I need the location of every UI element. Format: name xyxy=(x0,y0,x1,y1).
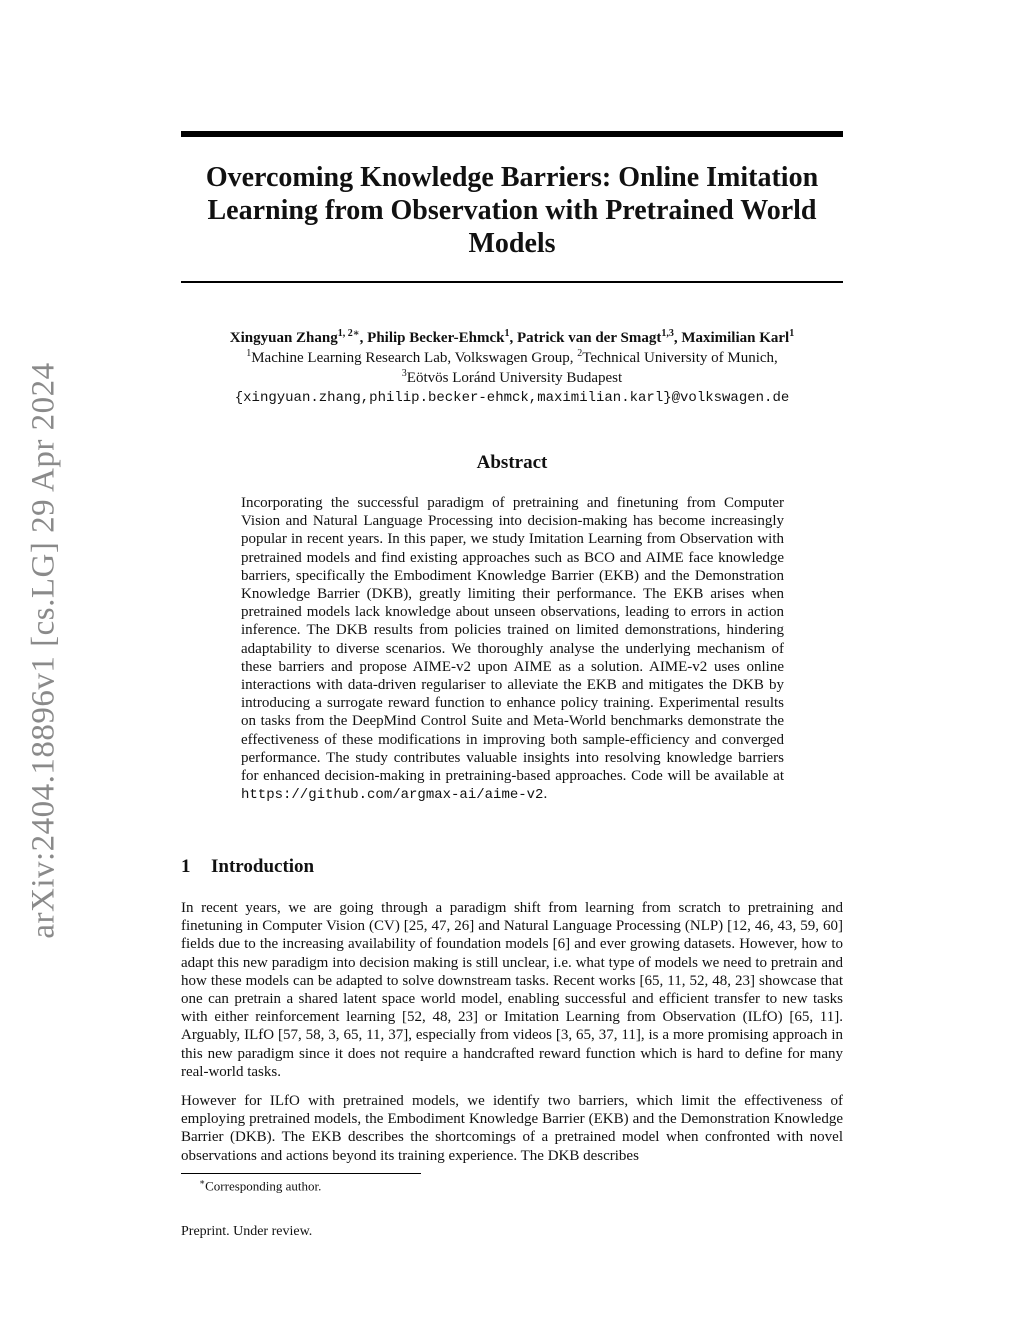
author-name: Xingyuan Zhang xyxy=(229,330,338,346)
author-name: Philip Becker-Ehmck xyxy=(367,330,505,346)
section-number: 1 xyxy=(181,856,191,877)
affiliation-1: Machine Learning Research Lab, Volkswagen Group, xyxy=(251,350,578,366)
footnote xyxy=(199,1177,321,1194)
author-affiliation-mark: 1,3 xyxy=(661,328,674,339)
author-affiliation-mark: 1 xyxy=(504,328,510,339)
code-link[interactable]: https://github.com/argmax-ai/aime-v2 xyxy=(241,787,544,804)
author-affiliation-mark: 1, 2∗ xyxy=(337,328,360,339)
author-affiliation-mark: 1 xyxy=(789,328,795,339)
author-names: Xingyuan Zhang$^{1, 2∗}$, Philip Becker-Ehmck$^1$, Patrick van der Smagt$^{1,3}$, Maximilian Karl$^1$ xyxy=(229,328,795,346)
footnote-mark: ∗ xyxy=(199,1177,206,1187)
footnote-rule xyxy=(181,1173,421,1174)
title-top-rule xyxy=(181,131,843,137)
abstract-end: . xyxy=(543,786,548,803)
author-emails: {xingyuan.zhang,philip.becker-ehmck,maximilian.karl}@volkswagen.de xyxy=(234,390,790,406)
arxiv-id-text: arXiv:2404.18896v1 [cs.LG] 29 Apr 2024 xyxy=(25,361,62,939)
abstract-heading: Abstract xyxy=(476,452,548,473)
author-block xyxy=(150,328,874,408)
abstract-text: Incorporating the successful paradigm of pretraining and finetuning from Computer Vision and Natural Language Processing into decision-making has become increasingly popular in recent years. In this paper, we study Imitation Learning from Observation with pretrained models and find existing approaches such as BCO and AIME face knowledge barriers, specifically the Embodiment Knowledge Barrier (EKB) and the Demonstration Knowledge Barrier (DKB), greatly limiting their performance. The EKB arises when pretrained models lack knowledge about unseen observations, leading to errors in action inference. The DKB results from policies trained on limited demonstrations, hindering adaptability to diverse scenarios. We thoroughly analyse the underlying mechanism of these barriers and propose AIME-v2 upon AIME as a solution. AIME-v2 uses online interactions with data-driven regulariser to alleviate the EKB and mitigates the DKB by introducing a surrogate reward function to enhance policy training. Experimental results on tasks from the DeepMind Control Suite and Meta-World benchmarks demonstrate the effectiveness of these modifications in improving both sample-efficiency and converged performance. The study contributes valuable insights into resolving knowledge barriers for enhanced decision-making in pretraining-based approaches. Code will be available at xyxy=(241,495,784,785)
abstract-body xyxy=(241,494,784,804)
paper-title: Overcoming Knowledge Barriers: Online Imitation Learning from Observation with Pretrained World Models xyxy=(205,162,819,259)
author-name: Patrick van der Smagt xyxy=(517,330,662,346)
affiliation-line-2 xyxy=(150,368,874,388)
author-name: Maximilian Karl xyxy=(681,330,790,346)
affiliation-mark: 2 xyxy=(577,348,583,359)
intro-paragraph-2: However for ILfO with pretrained models, we identify two barriers, which limit the effectiveness of employing pretrained models, the Embodiment Knowledge Barrier (EKB) and the Demonstration Knowledge Barrier (DKB). The EKB describes the shortcomings of a pretrained model when confronted with novel observations and actions beyond its training experience. The DKB describes xyxy=(181,1093,843,1164)
section-heading-introduction xyxy=(181,856,314,878)
arxiv-identifier xyxy=(8,355,80,945)
affiliation-mark: 3 xyxy=(401,368,407,379)
intro-paragraph-1: In recent years, we are going through a paradigm shift from learning from scratch to pretraining and finetuning in Computer Vision (CV) [25, 47, 26] and Natural Language Processing (NLP) [12, 46, 43, 59, 60] fields due to the increasing availability of foundation models [6] and ever growing datasets. However, how to adapt this new paradigm into decision making is still unclear, i.e. what type of models we need to pretrain and how these models can be adapted to solve downstream tasks. Recent works [65, 11, 52, 48, 23] showcase that one can pretrain a shared latent space world model, enabling successful and efficient transfer to new tasks with either reinforcement learning [52, 48, 23] or Imitation Learning from Observation (ILfO) [65, 11]. Arguably, ILfO [57, 58, 3, 65, 11, 37], especially from videos [3, 65, 37, 11], is a more promising approach in this new paradigm since it does not require a handcrafted reward function which is hard to define for many real-world tasks. xyxy=(181,900,843,1080)
preprint-note: Preprint. Under review. xyxy=(181,1224,313,1239)
affiliation-2: Technical University of Munich, xyxy=(582,350,778,366)
affiliation-mark: 1 xyxy=(246,348,252,359)
title-bottom-rule xyxy=(181,281,843,283)
footnote-text: Corresponding author. xyxy=(205,1178,322,1194)
affiliation-line-1 xyxy=(150,348,874,368)
section-title: Introduction xyxy=(211,856,315,877)
affiliation-3: Eötvös Loránd University Budapest xyxy=(406,370,623,386)
